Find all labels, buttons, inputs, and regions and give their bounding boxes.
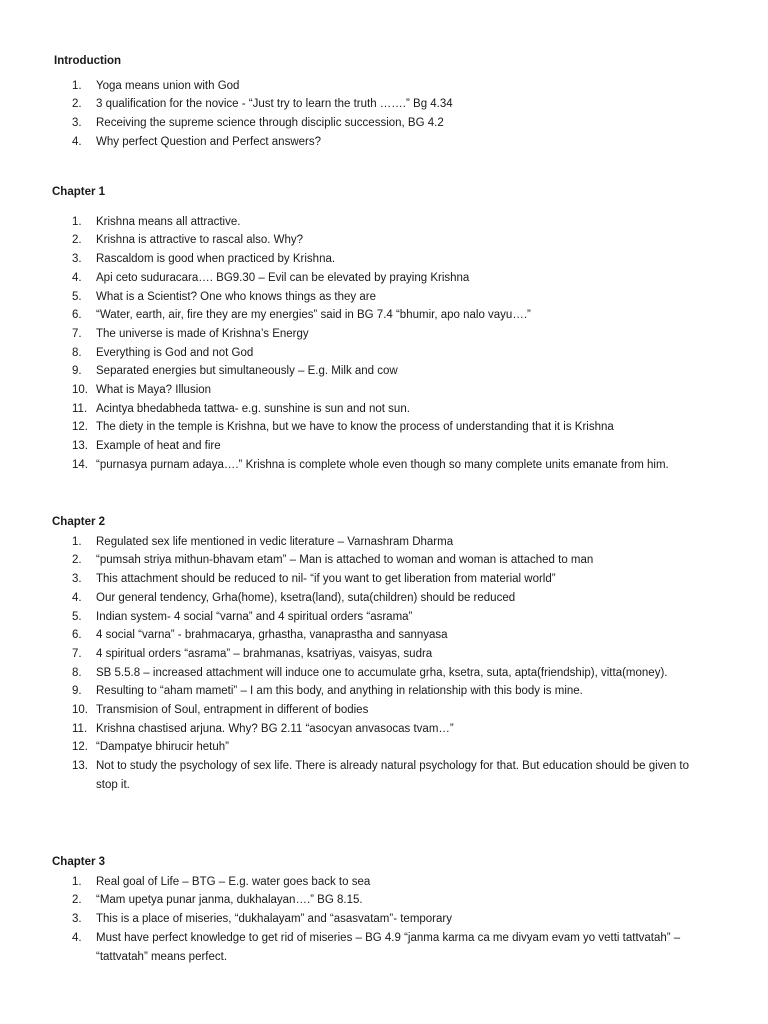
list-item-text: “purnasya purnam adaya….” Krishna is complete whole even though so many complete units emanate from him.: [96, 458, 669, 471]
list-item: [52, 344, 702, 363]
list-item-text: Everything is God and not God: [96, 346, 254, 359]
numbered-list: [52, 213, 702, 475]
list-item: [52, 910, 702, 929]
list-item-text: “Dampatye bhirucir hetuh”: [96, 741, 229, 754]
section-chapter-3: [52, 853, 702, 966]
numbered-list: [52, 873, 702, 967]
list-item-number: 13.: [72, 760, 88, 773]
list-item-number: 5.: [72, 610, 82, 623]
list-item: [52, 231, 702, 250]
list-item-number: 13.: [72, 440, 88, 453]
list-item-text: The diety in the temple is Krishna, but we have to know the process of understanding that it is Krishna: [96, 421, 614, 434]
list-item-text: 3 qualification for the novice - “Just try to learn the truth …….” Bg 4.34: [96, 98, 453, 111]
list-item-text: Separated energies but simultaneously – E.g. Milk and cow: [96, 365, 398, 378]
list-item-text: Acintya bhedabheda tattwa- e.g. sunshine is sun and not sun.: [96, 402, 410, 415]
list-item-text: Our general tendency, Grha(home), ksetra(land), suta(children) should be reduced: [96, 591, 516, 604]
list-item-number: 7.: [72, 327, 82, 340]
list-item: [52, 589, 702, 608]
list-item-text: 4 spiritual orders “asrama” – brahmanas, ksatriyas, vaisyas, sudra: [96, 647, 433, 660]
list-item-text: Not to study the psychology of sex life. There is already natural psychology for that. But education should be given to stop it.: [96, 760, 690, 791]
list-item-text: What is Maya? Illusion: [96, 384, 212, 397]
list-item: [52, 437, 702, 456]
section-heading: Chapter 2: [52, 516, 106, 528]
list-item-number: 12.: [72, 421, 88, 434]
list-item-text: “Water, earth, air, fire they are my energies” said in BG 7.4 “bhumir, apo nalo vayu….”: [96, 309, 531, 322]
list-item-text: Api ceto suduracara…. BG9.30 – Evil can be elevated by praying Krishna: [96, 271, 470, 284]
list-item-number: 11.: [72, 722, 88, 735]
list-item-text: Krishna means all attractive.: [96, 215, 241, 228]
list-item-number: 9.: [72, 365, 82, 378]
section-heading: Chapter 1: [52, 186, 106, 198]
list-item-number: 4.: [72, 591, 82, 604]
list-item-number: 11.: [72, 402, 88, 415]
list-item: [52, 929, 702, 966]
list-item-text: The universe is made of Krishna’s Energy: [96, 327, 309, 340]
list-item: [52, 133, 702, 152]
list-item: [52, 77, 702, 96]
numbered-list: [52, 533, 702, 795]
list-item: [52, 325, 702, 344]
section-chapter-1: [52, 183, 702, 475]
list-item-text: Why perfect Question and Perfect answers?: [96, 135, 321, 148]
list-item: [52, 873, 702, 892]
list-item: [52, 626, 702, 645]
list-item: [52, 269, 702, 288]
list-item-number: 10.: [72, 704, 88, 717]
list-item-number: 4.: [72, 135, 82, 148]
list-item-number: 5.: [72, 290, 82, 303]
list-item: [52, 381, 702, 400]
list-item-number: 4.: [72, 271, 82, 284]
numbered-list: [52, 77, 702, 152]
list-item: [52, 362, 702, 381]
list-item-number: 1.: [72, 875, 82, 888]
section-heading: Introduction: [54, 55, 122, 67]
section-introduction: [52, 52, 702, 152]
list-item-number: 6.: [72, 309, 82, 322]
list-item-number: 9.: [72, 685, 82, 698]
list-item-text: What is a Scientist? One who knows things as they are: [96, 290, 376, 303]
list-item-number: 2.: [72, 98, 82, 111]
list-item: [52, 891, 702, 910]
list-item-number: 1.: [72, 535, 82, 548]
list-item-number: 2.: [72, 234, 82, 247]
list-item: [52, 738, 702, 757]
list-item: [52, 551, 702, 570]
list-item: [52, 720, 702, 739]
list-item-text: Real goal of Life – BTG – E.g. water goes back to sea: [96, 875, 371, 888]
list-item-text: Rascaldom is good when practiced by Krishna.: [96, 253, 336, 266]
list-item: [52, 701, 702, 720]
list-item: [52, 288, 702, 307]
list-item: [52, 250, 702, 269]
list-item: [52, 213, 702, 232]
list-item-number: 6.: [72, 629, 82, 642]
list-item-text: This attachment should be reduced to nil- “if you want to get liberation from material world”: [96, 573, 556, 586]
list-item: [52, 456, 702, 475]
list-item-number: 10.: [72, 384, 88, 397]
list-item-number: 4.: [72, 931, 82, 944]
section-heading: Chapter 3: [52, 856, 106, 868]
list-item-text: Resulting to “aham mameti” – I am this body, and anything in relationship with this body is mine.: [96, 685, 583, 698]
list-item-text: SB 5.5.8 – increased attachment will induce one to accumulate grha, ksetra, suta, apta(friendship), vitta(money).: [96, 666, 668, 679]
list-item-number: 2.: [72, 554, 82, 567]
list-item-text: Example of heat and fire: [96, 440, 221, 453]
list-item-text: Krishna is attractive to rascal also. Why?: [96, 234, 304, 247]
list-item-number: 1.: [72, 79, 82, 92]
list-item: [52, 682, 702, 701]
list-item: [52, 608, 702, 627]
list-item-number: 3.: [72, 913, 82, 926]
list-item-text: Indian system- 4 social “varna” and 4 spiritual orders “asrama”: [96, 610, 413, 623]
list-item-number: 2.: [72, 894, 82, 907]
list-item-text: Krishna chastised arjuna. Why? BG 2.11 “asocyan anvasocas tvam…”: [96, 722, 454, 735]
list-item-text: Regulated sex life mentioned in vedic literature – Varnashram Dharma: [96, 535, 454, 548]
list-item: [52, 418, 702, 437]
list-item: [52, 645, 702, 664]
list-item: [52, 306, 702, 325]
list-item-text: Yoga means union with God: [96, 79, 240, 92]
list-item-text: Must have perfect knowledge to get rid of miseries – BG 4.9 “janma karma ca me divyam evam yo vetti tattvatah” – “tattvatah” means perfect.: [96, 931, 681, 963]
list-item-text: Transmision of Soul, entrapment in different of bodies: [96, 704, 369, 717]
list-item-number: 14.: [72, 458, 88, 471]
list-item: [52, 95, 702, 114]
list-item: [52, 533, 702, 552]
list-item: [52, 664, 702, 683]
list-item-number: 12.: [72, 741, 88, 754]
list-item-number: 7.: [72, 647, 82, 660]
list-item: [52, 757, 702, 794]
list-item-text: 4 social “varna” - brahmacarya, grhastha, vanaprastha and sannyasa: [96, 629, 448, 642]
list-item: [52, 400, 702, 419]
list-item-number: 3.: [72, 253, 82, 266]
list-item-text: Receiving the supreme science through disciplic succession, BG 4.2: [96, 117, 444, 130]
list-item-number: 3.: [72, 573, 82, 586]
list-item: [52, 570, 702, 589]
list-item-number: 3.: [72, 117, 82, 130]
list-item: [52, 114, 702, 133]
list-item-number: 8.: [72, 346, 82, 359]
list-item-number: 1.: [72, 215, 82, 228]
section-chapter-2: [52, 513, 702, 795]
list-item-text: This is a place of miseries, “dukhalayam” and “asasvatam”- temporary: [96, 913, 452, 926]
list-item-text: “pumsah striya mithun-bhavam etam” – Man is attached to woman and woman is attached to man: [96, 554, 594, 567]
list-item-text: “Mam upetya punar janma, dukhalayan….” BG 8.15.: [96, 894, 363, 907]
list-item-number: 8.: [72, 666, 82, 679]
